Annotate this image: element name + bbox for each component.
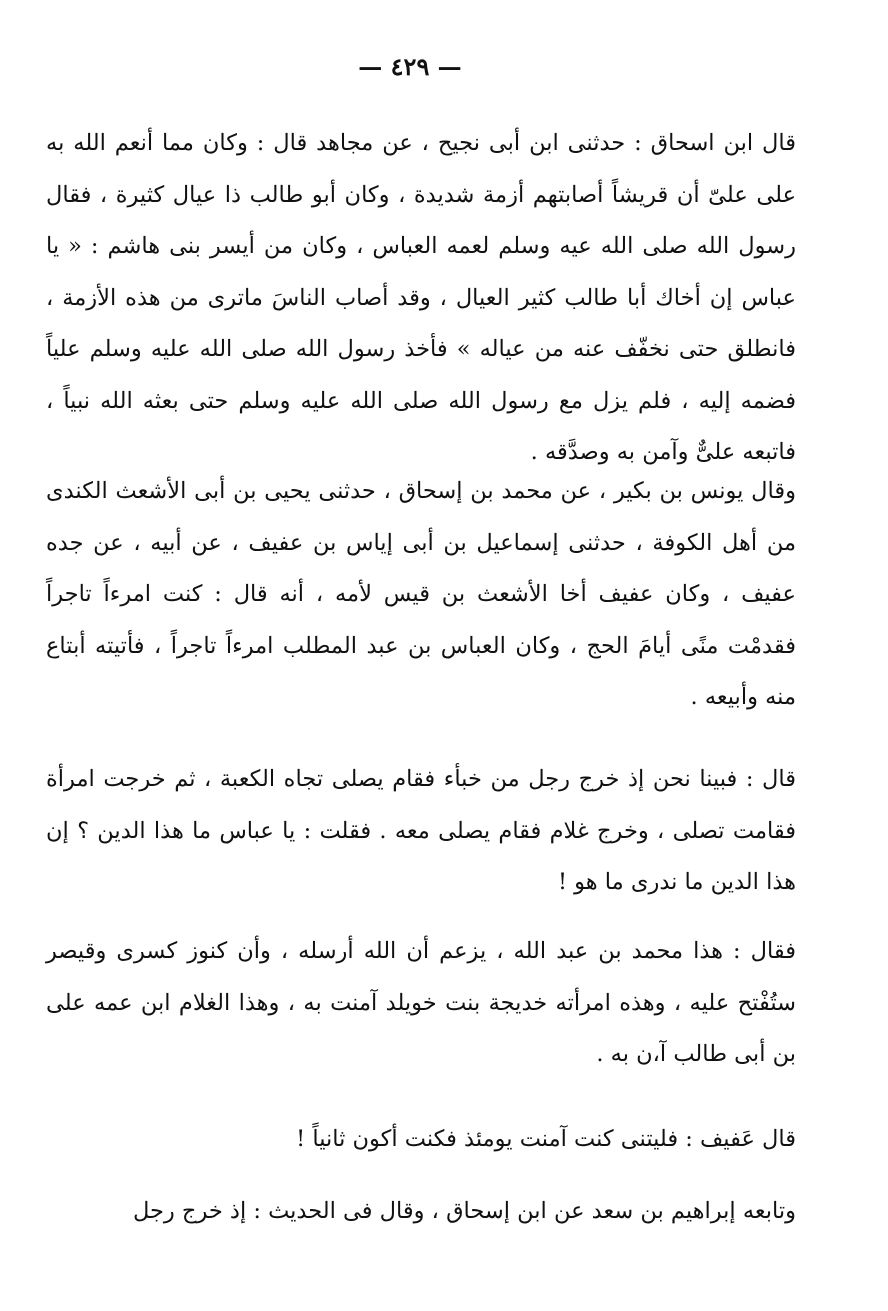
paragraph-5: [46, 1114, 796, 1166]
paragraph-text: فقال : هذا محمد بن عبد الله ، يزعم أن الله أرسله ، وأن كنوز كسرى وقيصر ستُفْتح عليه ، وهذه امرأته خديجة بنت خويلد آمنت به ، وهذا الغلام ابن عمه على بن أبى طالب آ،ن به .: [46, 938, 796, 1067]
paragraph-1: [46, 118, 796, 479]
paragraph-text: قال : فبينا نحن إذ خرج رجل من خبأء فقام يصلى تجاه الكعبة ، ثم خرجت امرأة فقامت تصلى ، وخرج غلام فقام يصلى معه . فقلت : يا عباس ما هذا الدين ؟ إن هذا الدين ما ندرى ما هو !: [46, 766, 796, 895]
paragraph-4: [46, 926, 796, 1081]
paragraph-text: وقال يونس بن بكير ، عن محمد بن إسحاق ، حدثنى يحيى بن أبى الأشعث الكندى من أهل الكوفة ، حدثنى إسماعيل بن أبى إياس بن عفيف ، عن أبيه ، عن جده عفيف ، وكان عفيف أخا الأشعث بن قيس لأمه ، أنه قال : كنت امرءاً تاجراً فقدمْت منًى أيامَ الحج ، وكان العباس بن عبد المطلب امرءاً تاجراً ، فأتيته أبتاع منه وأبيعه .: [46, 478, 796, 710]
paragraph-text: قال عَفيف : فليتنى كنت آمنت يومئذ فكنت أكون ثانياً !: [296, 1126, 796, 1152]
paragraph-6: [46, 1186, 796, 1238]
paragraph-3: [46, 754, 796, 909]
paragraph-text: قال ابن اسحاق : حدثنى ابن أبى نجيح ، عن مجاهد قال : وكان مما أنعم الله به على علىّ أن قريشاً أصابتهم أزمة شديدة ، وكان أبو طالب ذا عيال كثيرة ، فقال رسول الله صلى الله عيه وسلم لعمه العباس ، وكان من أيسر بنى هاشم : « يا عباس إن أخاك أبا طالب كثير العيال ، وقد أصاب الناسَ ماترى من هذه الأزمة ، فانطلق حتى نخفّف عنه من عياله » فأخذ رسول الله صلى الله عليه وسلم علياً فضمه إليه ، فلم يزل مع رسول الله صلى الله عليه وسلم حتى بعثه الله نبياً ، فاتبعه علىٌّ وآمن به وصدَّقه .: [46, 130, 796, 465]
paragraph-2: [46, 466, 796, 724]
paragraph-text: وتابعه إبراهيم بن سعد عن ابن إسحاق ، وقال فى الحديث : إذ خرج رجل: [132, 1198, 796, 1224]
page-number: — ٤٢٩ —: [358, 52, 462, 81]
